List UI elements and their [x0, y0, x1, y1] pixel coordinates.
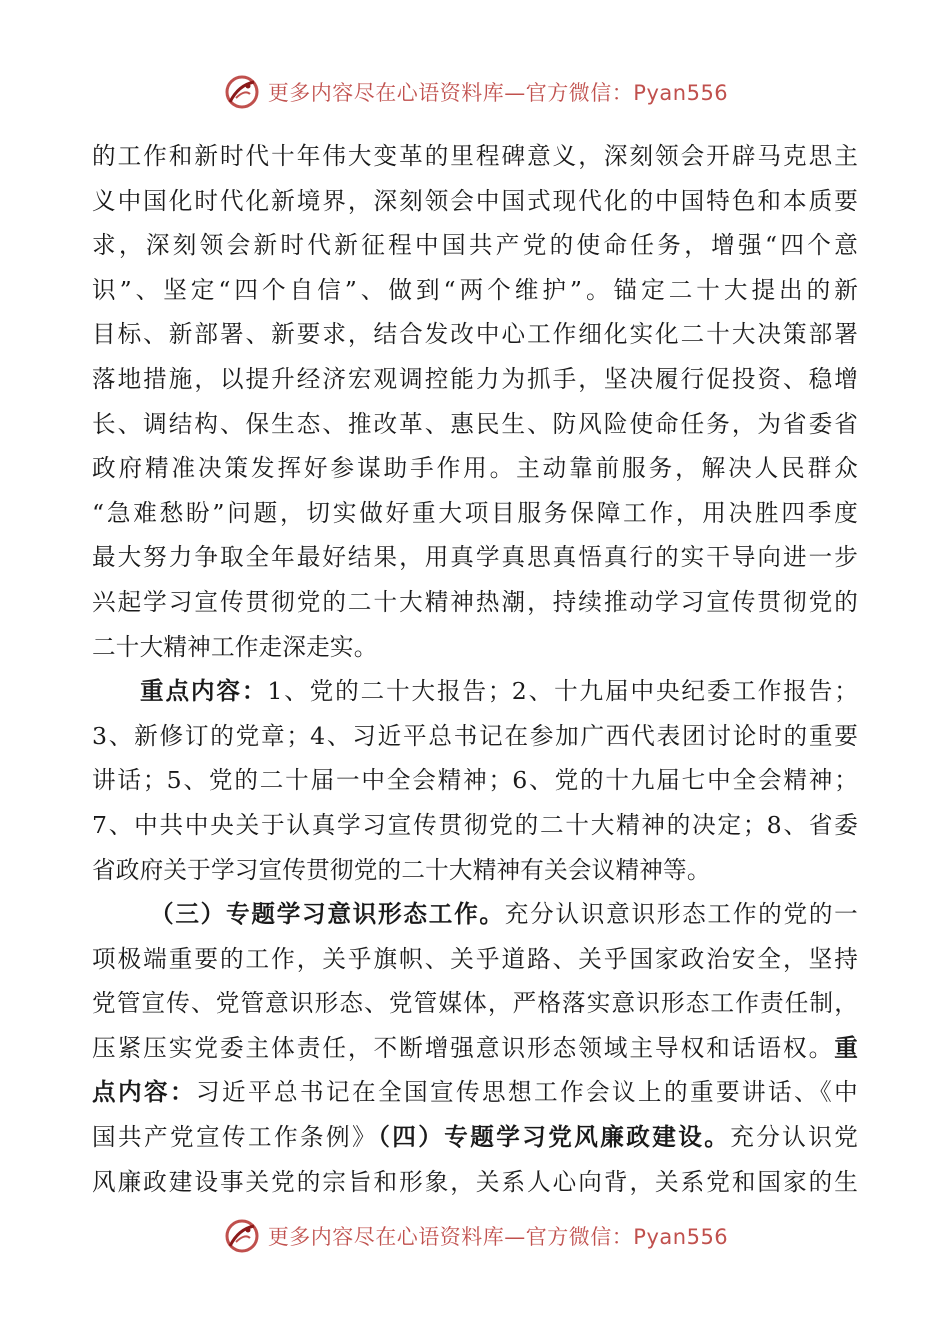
paragraph-line: 省政府关于学习宣传贯彻党的二十大精神有关会议精神等。 — [92, 855, 711, 884]
swirl-logo-icon — [222, 72, 262, 112]
paragraph-text: 压紧压实党委主体责任，不断增强意识形态领域主导权和话语权。 — [92, 1033, 835, 1062]
section-heading: （四）专题学习党风廉政建设。 — [378, 1123, 731, 1152]
paragraph-text: 充分认识党 — [730, 1123, 858, 1152]
paragraph-line: 二十大精神工作走深走实。 — [92, 632, 378, 661]
key-content-line — [92, 669, 858, 714]
paragraph-line: 讲话；5、党的二十届一中全会精神；6、党的十九届七中全会精神； — [92, 766, 858, 795]
paragraph-line: 的工作和新时代十年伟大变革的里程碑意义，深刻领会开辟马克思主 — [92, 142, 858, 170]
paragraph-line: 项极端重要的工作，关乎旗帜、关乎道路、关乎国家政治安全，坚持 — [92, 944, 858, 973]
header-banner — [0, 70, 950, 114]
paragraph-line: 落地措施，以提升经济宏观调控能力为抓手，坚决履行促投资、稳增 — [92, 364, 858, 393]
paragraph-line: 长、调结构、保生态、推改革、惠民生、防风险使命任务，为省委省 — [92, 409, 858, 438]
header-banner-text: 更多内容尽在心语资料库—官方微信：Pyan556 — [267, 81, 729, 105]
paragraph-text: 习近平总书记在全国宣传思想工作会议上的重要讲话、《中 — [196, 1078, 858, 1107]
paragraph-line: “急难愁盼”问题，切实做好重大项目服务保障工作，用决胜四季度 — [92, 498, 858, 527]
swirl-logo-icon — [222, 1216, 262, 1256]
paragraph-text: 国共产党宣传工作条例》 — [92, 1123, 378, 1152]
paragraph-line: 目标、新部署、新要求，结合发改中心工作细化实化二十大决策部署 — [92, 320, 858, 349]
footer-banner — [0, 1214, 950, 1258]
key-content-label-end: 点内容： — [92, 1078, 196, 1107]
paragraph-line: 识”、坚定“四个自信”、做到“两个维护”。锚定二十大提出的新 — [92, 275, 858, 304]
paragraph-line — [92, 1115, 858, 1160]
paragraph-line: 兴起学习宣传贯彻党的二十大精神热潮，持续推动学习宣传贯彻党的 — [92, 587, 858, 616]
footer-banner-text: 更多内容尽在心语资料库—官方微信：Pyan556 — [267, 1225, 729, 1249]
key-content-text: 1、党的二十大报告；2、十九届中央纪委工作报告； — [267, 677, 858, 706]
key-content-label-start: 重 — [834, 1033, 858, 1062]
paragraph-line: 政府精准决策发挥好参谋助手作用。主动靠前服务，解决人民群众 — [92, 454, 858, 483]
section-heading-line — [92, 892, 858, 937]
paragraph-line: 7、中共中央关于认真学习宣传贯彻党的二十大精神的决定；8、省委 — [92, 810, 858, 839]
paragraph-line — [92, 1070, 858, 1115]
paragraph-line: 最大努力争取全年最好结果，用真学真思真悟真行的实干导向进一步 — [92, 543, 858, 572]
document-body — [92, 134, 858, 1204]
paragraph-line: 风廉政建设事关党的宗旨和形象，关系人心向背，关系党和国家的生 — [92, 1167, 858, 1196]
section-text: 充分认识意识形态工作的党的一 — [504, 900, 858, 929]
paragraph-line: 求，深刻领会新时代新征程中国共产党的使命任务，增强“四个意 — [92, 231, 858, 260]
paragraph-line: 党管宣传、党管意识形态、党管媒体，严格落实意识形态工作责任制， — [92, 989, 858, 1018]
key-content-label: 重点内容： — [140, 677, 268, 706]
section-heading: （三）专题学习意识形态工作。 — [150, 900, 505, 929]
paragraph-line — [92, 1026, 858, 1071]
paragraph-line: 3、新修订的党章；4、习近平总书记在参加广西代表团讨论时的重要 — [92, 721, 858, 750]
paragraph-line: 义中国化时代化新境界，深刻领会中国式现代化的中国特色和本质要 — [92, 186, 858, 215]
